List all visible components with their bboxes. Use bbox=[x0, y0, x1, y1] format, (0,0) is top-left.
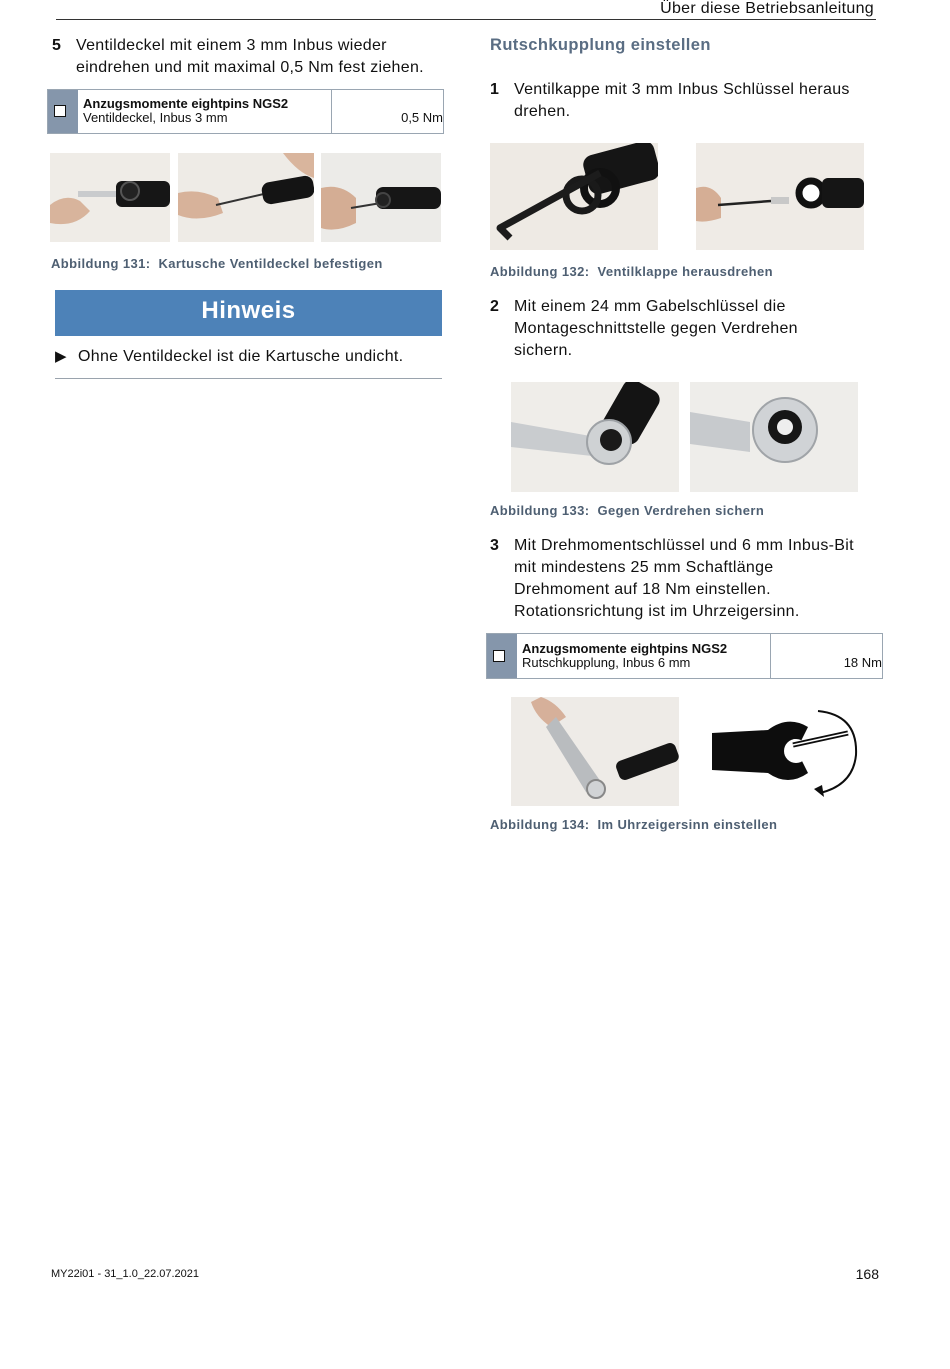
step-number: 1 bbox=[490, 81, 500, 98]
step-text-line2: Montageschnittstelle gegen Verdrehen bbox=[514, 320, 798, 337]
checkbox-icon bbox=[493, 650, 505, 662]
torque-item: Rutschkupplung, Inbus 6 mm bbox=[522, 655, 691, 670]
torque-value: 18 Nm bbox=[843, 655, 882, 670]
step-number: 3 bbox=[490, 537, 500, 554]
step-text-line2: drehen. bbox=[514, 103, 571, 120]
step-1 bbox=[490, 79, 890, 125]
step-text-line3: Drehmoment auf 18 Nm einstellen. bbox=[514, 581, 771, 598]
step-3 bbox=[490, 535, 900, 625]
photo-open-wrench-2 bbox=[690, 382, 858, 492]
step-text-line4: Rotationsrichtung ist im Uhrzeigersinn. bbox=[514, 603, 800, 620]
photo-valve-cap-removed bbox=[696, 143, 864, 250]
photo-cartridge-cap-2 bbox=[178, 153, 314, 242]
notice-item bbox=[55, 346, 455, 368]
notice-text: Ohne Ventildeckel ist die Kartusche undicht. bbox=[78, 348, 404, 365]
page-number: 168 bbox=[855, 1266, 879, 1282]
photo-open-wrench-1 bbox=[511, 382, 679, 492]
clockwise-rotation-diagram bbox=[708, 705, 860, 800]
step-number: 2 bbox=[490, 298, 500, 315]
torque-title: Anzugsmomente eightpins NGS2 bbox=[522, 641, 728, 656]
step-text-line1: Mit Drehmomentschlüssel und 6 mm Inbus-Bit bbox=[514, 537, 854, 554]
photo-hex-key-valve bbox=[490, 143, 658, 250]
photo-cartridge-cap-1 bbox=[50, 153, 170, 242]
step-2 bbox=[490, 296, 890, 364]
figure-133-caption: Abbildung 133: Gegen Verdrehen sichern bbox=[490, 503, 765, 518]
step-number: 5 bbox=[52, 37, 62, 54]
footer-doc-id: MY22i01 - 31_1.0_22.07.2021 bbox=[51, 1268, 200, 1280]
checkbox-icon bbox=[54, 105, 66, 117]
notice-heading: Hinweis bbox=[55, 290, 442, 336]
figure-131-caption: Abbildung 131: Kartusche Ventildeckel befestigen bbox=[51, 256, 383, 271]
step-text-line1: Ventilkappe mit 3 mm Inbus Schlüssel heraus bbox=[514, 81, 850, 98]
notice-rule bbox=[55, 378, 442, 379]
triangle-right-icon: ▶ bbox=[55, 348, 67, 365]
page-header-title: Über diese Betriebsanleitung bbox=[660, 0, 874, 17]
step-text-line1: Mit einem 24 mm Gabelschlüssel die bbox=[514, 298, 786, 315]
torque-item: Ventildeckel, Inbus 3 mm bbox=[83, 110, 228, 125]
step-text-line2: mit mindestens 25 mm Schaftlänge bbox=[514, 559, 774, 576]
step-5 bbox=[52, 35, 452, 81]
section-title: Rutschkupplung einstellen bbox=[490, 36, 711, 54]
step-text-line2: eindrehen und mit maximal 0,5 Nm fest ziehen. bbox=[76, 59, 424, 76]
torque-title: Anzugsmomente eightpins NGS2 bbox=[83, 96, 289, 111]
header-rule bbox=[56, 19, 876, 20]
figure-134-caption: Abbildung 134: Im Uhrzeigersinn einstellen bbox=[490, 817, 778, 832]
photo-torque-wrench bbox=[511, 697, 679, 806]
step-text-line3: sichern. bbox=[514, 342, 573, 359]
photo-cartridge-cap-3 bbox=[321, 153, 441, 242]
torque-table-valve-cover bbox=[47, 89, 444, 134]
torque-table-slip-clutch bbox=[486, 633, 883, 679]
torque-value: 0,5 Nm bbox=[401, 110, 443, 125]
step-text-line1: Ventildeckel mit einem 3 mm Inbus wieder bbox=[76, 37, 387, 54]
figure-132-caption: Abbildung 132: Ventilklappe herausdrehen bbox=[490, 264, 773, 279]
